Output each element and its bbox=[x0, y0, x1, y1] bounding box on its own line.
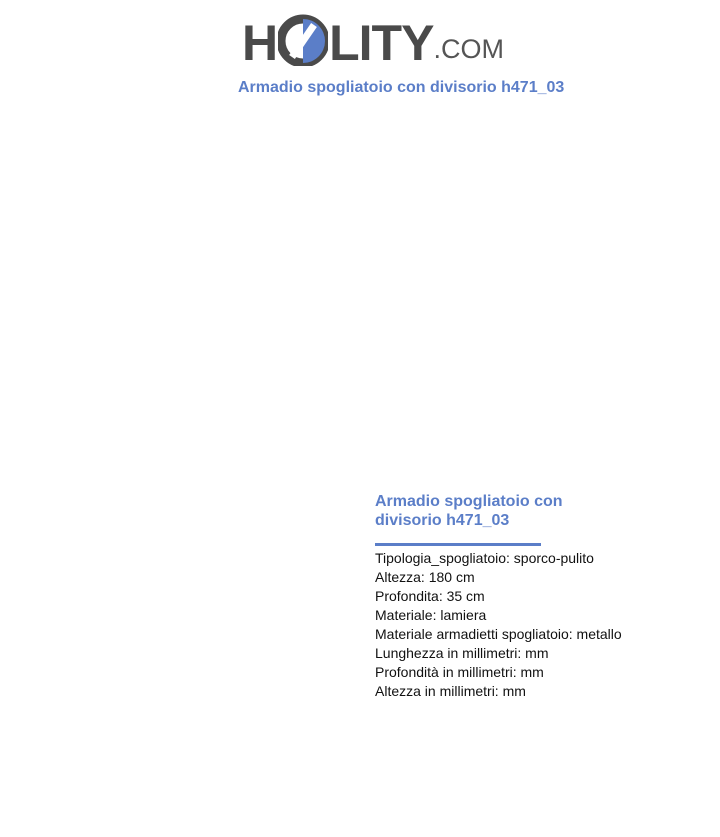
product-image bbox=[60, 120, 660, 470]
title-divider bbox=[375, 543, 541, 546]
logo-letter-h: H bbox=[242, 15, 278, 71]
logo-o-icon bbox=[278, 14, 328, 66]
spec-item: Altezza: 180 cm bbox=[375, 569, 475, 585]
holity-logo[interactable] bbox=[242, 10, 504, 71]
logo-letters: LITY bbox=[329, 15, 434, 71]
page-title: Armadio spogliatoio con divisorio h471_03 bbox=[238, 79, 565, 96]
spec-item: Tipologia_spogliatoio: sporco-pulito bbox=[375, 550, 594, 566]
spec-item: Profondita: 35 cm bbox=[375, 588, 485, 604]
spec-item: Altezza in millimetri: mm bbox=[375, 683, 526, 699]
spec-item: Materiale armadietti spogliatoio: metallo bbox=[375, 626, 622, 642]
product-title: Armadio spogliatoio con divisorio h471_03 bbox=[375, 493, 563, 529]
spec-list bbox=[375, 549, 695, 701]
logo-domain-suffix: .COM bbox=[433, 34, 504, 64]
spec-item: Profondità in millimetri: mm bbox=[375, 664, 544, 680]
spec-item: Materiale: lamiera bbox=[375, 607, 487, 623]
spec-item: Lunghezza in millimetri: mm bbox=[375, 645, 549, 661]
product-details bbox=[375, 492, 695, 701]
